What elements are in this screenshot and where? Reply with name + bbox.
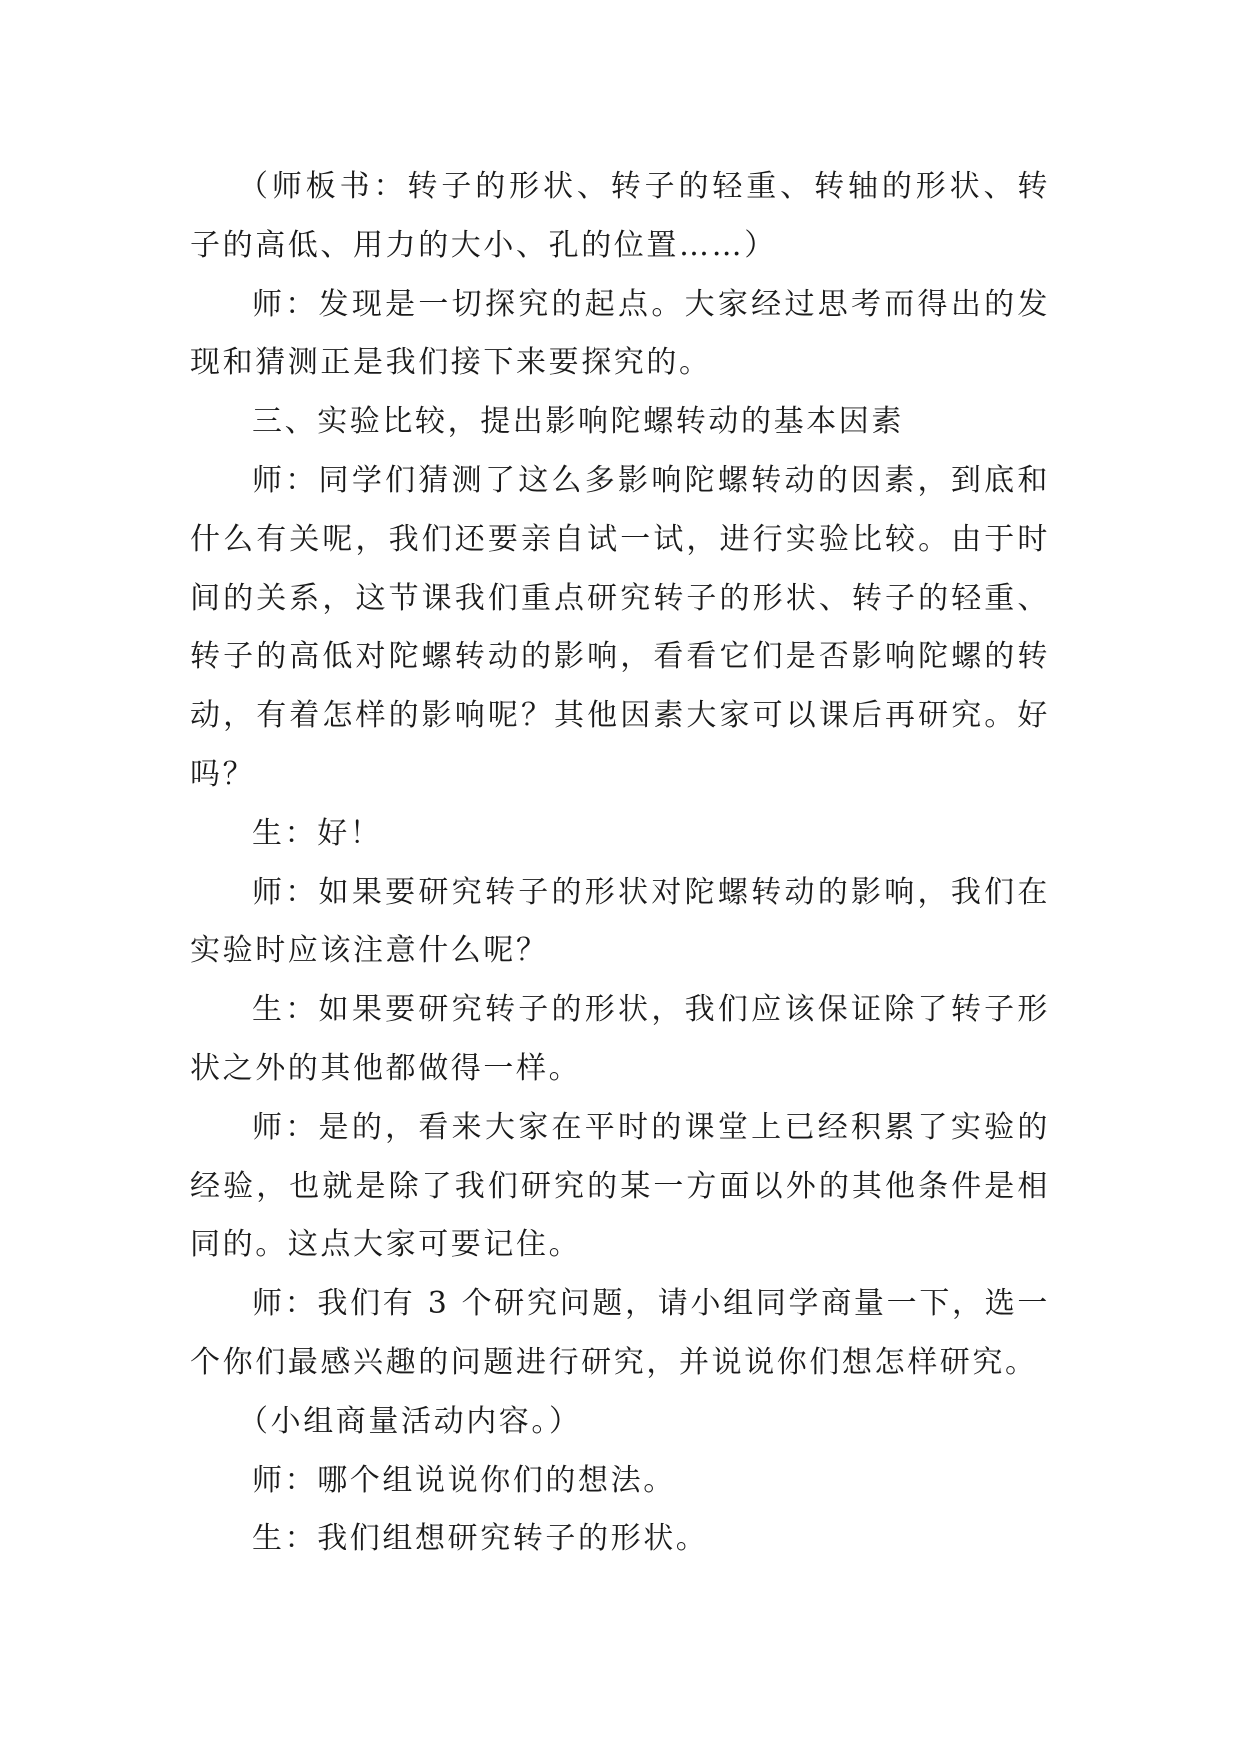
teacher-line: 师：哪个组说说你们的想法。 — [252, 1462, 676, 1498]
student-line: 生：如果要研究转子的形状，我们应该保证除了转子形状之外的其他都做得一样。 — [190, 992, 1050, 1086]
board-note-paragraph: （师板书：转子的形状、转子的轻重、转轴的形状、转子的高低、用力的大小、孔的位置……） — [190, 169, 1050, 263]
teacher-line: 师：发现是一切探究的起点。大家经过思考而得出的发现和猜测正是我们接下来要探究的。 — [190, 286, 1050, 381]
student-line: 生：我们组想研究转子的形状。 — [252, 1521, 709, 1557]
teacher-line: 师：同学们猜测了这么多影响陀螺转动的因素，到底和什么有关呢，我们还要亲自试一试，进行实验比较。由于时间的关系，这节课我们重点研究转子的形状、转子的轻重、转子的高低对陀螺转动的影响，看看它们是否影响陀螺的转动，有着怎样的影响呢？其他因素大家可以课后再研究。好吗？ — [190, 462, 1050, 792]
student-line: 生：好！ — [252, 815, 383, 851]
activity-note: （小组商量活动内容。） — [238, 1403, 582, 1439]
section-heading: 三、实验比较，提出影响陀螺转动的基本因素 — [252, 404, 904, 440]
teacher-line: 师：是的，看来大家在平时的课堂上已经积累了实验的经验，也就是除了我们研究的某一方面以外的其他条件是相同的。这点大家可要记住。 — [190, 1109, 1050, 1263]
teacher-line: 师：我们有 3 个研究问题，请小组同学商量一下，选一个你们最感兴趣的问题进行研究，并说说你们想怎样研究。 — [190, 1286, 1050, 1380]
document-body — [190, 158, 1050, 1569]
teacher-line: 师：如果要研究转子的形状对陀螺转动的影响，我们在实验时应该注意什么呢？ — [190, 874, 1050, 969]
